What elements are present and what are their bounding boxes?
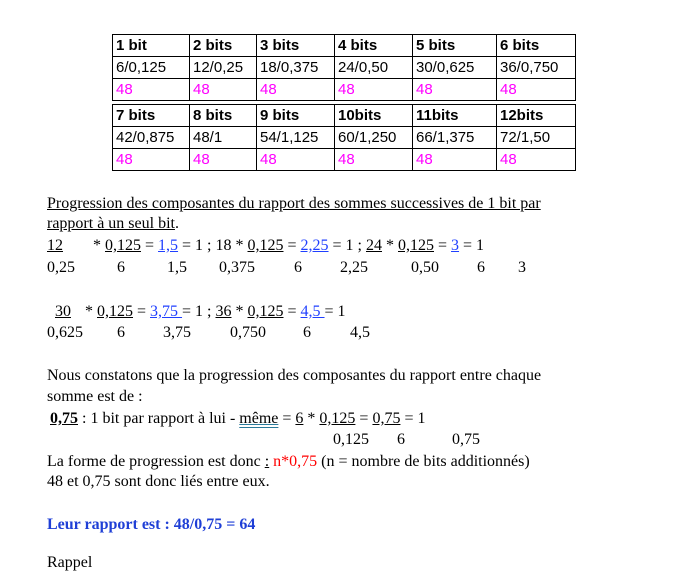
rule-text: : 1 bit par rapport à lui - [78, 410, 240, 427]
form-formula: n*0,75 [269, 453, 318, 470]
table-cell: 24/0,50 [335, 57, 413, 79]
table-row [113, 127, 576, 149]
operator: * [382, 237, 398, 254]
denominator: 0,750 [230, 324, 266, 341]
table-cell: 48 [497, 79, 576, 101]
denominator-line-2 [0, 323, 677, 343]
table-header-cell: 8 bits [190, 105, 257, 127]
fraction-value: 0,125 [319, 410, 356, 427]
equation-tail: = 1 ; [178, 237, 216, 254]
fraction-value: 0,125 [97, 303, 133, 320]
fraction-value: 0,125 [247, 237, 284, 254]
section-heading-line1: Progression des composantes du rapport des sommes successives de 1 bit par [47, 195, 541, 212]
numerator: 36 [215, 303, 232, 320]
table-header-cell: 3 bits [257, 35, 335, 57]
heading-line2-text: rapport à un seul bit [47, 215, 175, 232]
operator: * [93, 237, 105, 254]
table-row [113, 149, 576, 171]
rule-line [50, 409, 425, 429]
operator: = [141, 237, 159, 254]
table-cell: 48 [190, 79, 257, 101]
result-value: 0,75 [372, 410, 401, 427]
form-colon: : [264, 453, 270, 470]
table-header-cell: 9 bits [257, 105, 335, 127]
table-cell: 48 [413, 149, 497, 171]
table-header-cell: 1 bit [113, 35, 190, 57]
equation-tail: = 1 [324, 303, 346, 320]
equation-tail: = 1 [400, 410, 426, 427]
operator: = [283, 303, 301, 320]
numerator: 18 [215, 237, 232, 254]
fraction-value: 0,125 [105, 237, 141, 254]
denominator: 6 [477, 259, 485, 276]
equation-tail: = 1 ; [328, 237, 366, 254]
denominator-line-1 [0, 258, 677, 278]
table-cell: 48 [413, 79, 497, 101]
table-row [113, 35, 576, 57]
result-value: 4,5 [300, 303, 325, 320]
table-cell: 18/0,375 [257, 57, 335, 79]
table-header-cell: 6 bits [497, 35, 576, 57]
fraction-value: 0,125 [247, 303, 284, 320]
paragraph-line2: somme est de : [47, 388, 143, 405]
table-cell: 48 [257, 149, 335, 171]
denominator: 6 [303, 324, 311, 341]
table-header-cell: 7 bits [113, 105, 190, 127]
denominator: 6 [294, 259, 302, 276]
footer-rappel: Rappel [47, 554, 93, 571]
denominator: 4,5 [350, 324, 370, 341]
equation-tail: = 1 ; [182, 303, 216, 320]
table-header-cell: 11bits [413, 105, 497, 127]
denominator: 6 [397, 431, 405, 448]
linked-statement: 48 et 0,75 sont donc liés entre eux. [47, 473, 270, 490]
denominator: 0,50 [411, 259, 439, 276]
table-header-cell: 4 bits [335, 35, 413, 57]
table-row [113, 57, 576, 79]
denominator: 0,625 [47, 324, 83, 341]
operator: = [355, 410, 373, 427]
denominator: 1,5 [167, 259, 187, 276]
table-cell: 48 [335, 149, 413, 171]
denominator: 0,75 [452, 431, 480, 448]
table-header-cell: 5 bits [413, 35, 497, 57]
denominator: 3,75 [163, 324, 191, 341]
operator: * [231, 237, 248, 254]
denominator: 0,25 [47, 259, 75, 276]
table-cell: 36/0,750 [497, 57, 576, 79]
form-line [47, 452, 530, 472]
denominator-line-3 [0, 430, 677, 450]
form-prefix: La forme de progression est donc [47, 453, 265, 470]
table-row [113, 79, 576, 101]
table-header-cell: 10bits [335, 105, 413, 127]
table-header-cell: 12bits [497, 105, 576, 127]
denominator: 0,375 [219, 259, 255, 276]
rule-value: 0,75 [50, 410, 78, 427]
operator: * [303, 410, 320, 427]
operator: * [85, 303, 97, 320]
table-header-cell: 2 bits [190, 35, 257, 57]
denominator: 0,125 [333, 431, 369, 448]
result-value: 1,5 [158, 237, 179, 254]
table-cell: 66/1,375 [413, 127, 497, 149]
denominator: 6 [117, 324, 125, 341]
operator: = [278, 410, 296, 427]
numerator: 12 [47, 237, 63, 254]
equation-line-2 [47, 302, 346, 322]
section-heading-line2 [47, 214, 179, 234]
operator: = [283, 237, 301, 254]
equation-line-1 [47, 236, 484, 256]
operator: = [434, 237, 452, 254]
table-cell: 48 [335, 79, 413, 101]
paragraph-line1: Nous constatons que la progression des composantes du rapport entre chaque [47, 367, 542, 384]
table-cell: 42/0,875 [113, 127, 190, 149]
heading-period: . [174, 215, 179, 232]
table-cell: 54/1,125 [257, 127, 335, 149]
table-row [113, 105, 576, 127]
table-cell: 48/1 [190, 127, 257, 149]
table-cell: 12/0,25 [190, 57, 257, 79]
table-bits-7-12 [112, 104, 576, 171]
table-cell: 48 [113, 79, 190, 101]
table-bits-1-6 [112, 34, 576, 101]
denominator: 6 [117, 259, 125, 276]
rule-meme: même [239, 410, 279, 427]
denominator: 3 [518, 259, 526, 276]
table-cell: 48 [190, 149, 257, 171]
table-cell: 60/1,250 [335, 127, 413, 149]
result-value: 3 [451, 237, 460, 254]
numerator: 6 [295, 410, 304, 427]
table-cell: 30/0,625 [413, 57, 497, 79]
fraction-value: 0,125 [398, 237, 434, 254]
table-cell: 48 [113, 149, 190, 171]
result-value: 2,25 [300, 237, 329, 254]
numerator: 30 [55, 303, 71, 320]
numerator: 24 [366, 237, 382, 254]
equation-tail: = 1 [459, 237, 485, 254]
table-cell: 72/1,50 [497, 127, 576, 149]
form-suffix: (n = nombre de bits additionnés) [317, 453, 530, 470]
result-value: 3,75 [150, 303, 183, 320]
table-cell: 6/0,125 [113, 57, 190, 79]
conclusion: Leur rapport est : 48/0,75 = 64 [47, 516, 256, 533]
operator: = [133, 303, 151, 320]
denominator: 2,25 [340, 259, 368, 276]
table-cell: 48 [497, 149, 576, 171]
table-cell: 48 [257, 79, 335, 101]
operator: * [231, 303, 248, 320]
